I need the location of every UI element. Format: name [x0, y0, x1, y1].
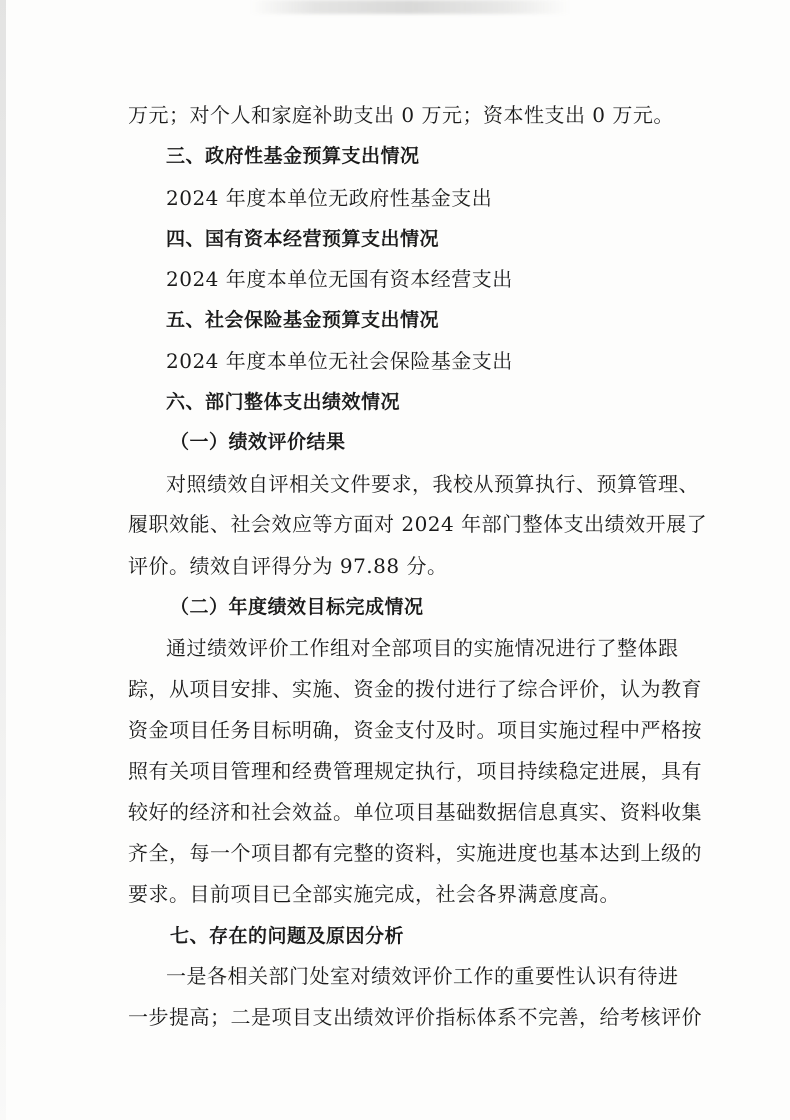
paragraph-line: 一步提高；二是项目支出绩效评价指标体系不完善，给考核评价: [128, 1005, 702, 1029]
section-heading: 七、存在的问题及原因分析: [170, 925, 405, 947]
paragraph-line: 履职效能、社会效应等方面对 2024 年部门整体支出绩效开展了: [128, 512, 708, 536]
paragraph-line: 较好的经济和社会效益。单位项目基础数据信息真实、资料收集: [128, 800, 702, 824]
paragraph-line: 评价。绩效自评得分为 97.88 分。: [128, 554, 448, 578]
paragraph-line: 一是各相关部门处室对绩效评价工作的重要性认识有待进: [166, 964, 679, 988]
paragraph-line: 踪，从项目安排、实施、资金的拨付进行了综合评价，认为教育: [128, 677, 702, 701]
paragraph-line: 齐全，每一个项目都有完整的资料，实施进度也基本达到上级的: [128, 841, 702, 865]
subsection-heading: （二）年度绩效目标完成情况: [170, 596, 424, 618]
scan-artifact-top: [250, 0, 570, 14]
paragraph-line: 2024 年度本单位无国有资本经营支出: [166, 267, 513, 291]
subsection-heading: （一）绩效评价结果: [170, 431, 346, 453]
paragraph-line: 要求。目前项目已全部实施完成，社会各界满意度高。: [128, 882, 620, 906]
section-heading: 六、部门整体支出绩效情况: [166, 391, 401, 413]
paragraph-line: 2024 年度本单位无政府性基金支出: [166, 186, 493, 210]
section-heading: 五、社会保险基金预算支出情况: [166, 309, 440, 331]
paragraph-line: 资金项目任务目标明确，资金支付及时。项目实施过程中严格按: [128, 718, 702, 742]
section-heading: 四、国有资本经营预算支出情况: [166, 228, 440, 250]
paragraph-line: 照有关项目管理和经费管理规定执行，项目持续稳定进展，具有: [128, 759, 702, 783]
paragraph-line: 万元；对个人和家庭补助支出 0 万元；资本性支出 0 万元。: [128, 103, 674, 127]
section-heading: 三、政府性基金预算支出情况: [166, 145, 420, 167]
scan-artifact-left: [0, 0, 6, 1120]
paragraph-line: 对照绩效自评相关文件要求，我校从预算执行、预算管理、: [166, 472, 699, 496]
paragraph-line: 2024 年度本单位无社会保险基金支出: [166, 349, 513, 373]
paragraph-line: 通过绩效评价工作组对全部项目的实施情况进行了整体跟: [166, 636, 679, 660]
